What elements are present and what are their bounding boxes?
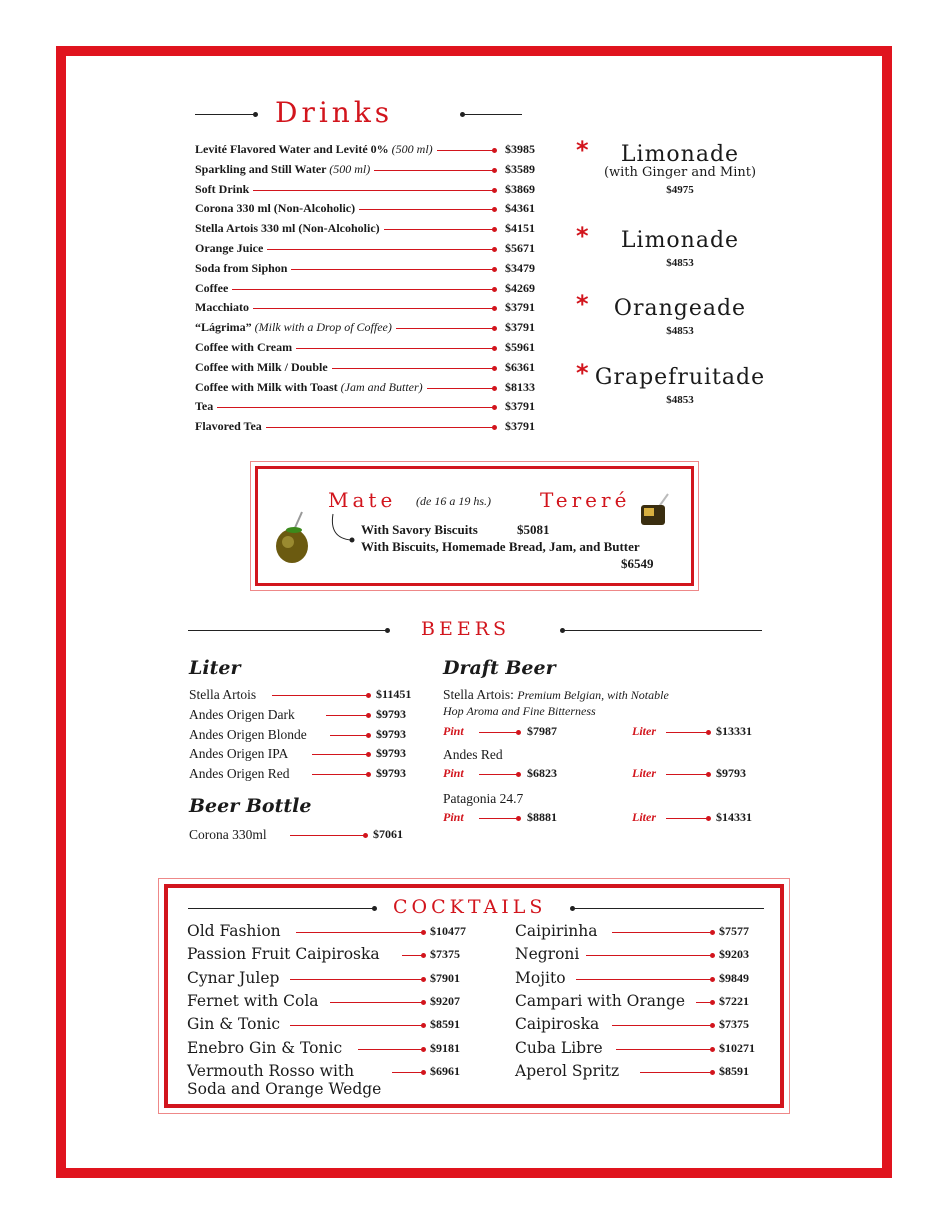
cocktail-item (187, 1061, 477, 1098)
liter-price: $13331 (716, 724, 752, 738)
cocktail-name: Cuba Libre (515, 1038, 603, 1057)
pint-price: $8881 (527, 810, 557, 824)
leader-dot (516, 730, 521, 735)
drink-price: $3869 (505, 181, 535, 196)
header-dot (372, 906, 377, 911)
drink-price: $4269 (505, 280, 535, 295)
leader-line (330, 1002, 423, 1003)
drink-name: Macchiato (195, 300, 253, 315)
leader-dot (366, 713, 371, 718)
star-icon: * (576, 136, 589, 164)
mate-hours: (de 16 a 19 hs.) (416, 494, 491, 508)
drink-item (195, 397, 535, 417)
drink-item (195, 160, 535, 180)
terere-cup-icon (638, 492, 672, 528)
cocktail-item (187, 1039, 477, 1061)
drink-price: $3985 (505, 142, 535, 156)
liter-item (189, 745, 419, 765)
beer-name: Andes Origen Red (189, 766, 290, 782)
cocktail-name: Aperol Spritz (515, 1061, 620, 1080)
draft-item (443, 686, 763, 706)
cocktail-name-2: Soda and Orange Wedge (187, 1079, 382, 1098)
leader-line (290, 1025, 423, 1026)
special-name: Orangeade (613, 296, 747, 321)
leader-line (195, 407, 495, 408)
pint-label: Pint (443, 810, 464, 824)
beer-price: $9793 (376, 746, 406, 761)
star-icon: * (576, 290, 589, 318)
drink-price: $6361 (505, 359, 535, 374)
leader-line (666, 732, 708, 733)
cocktail-price: $9849 (719, 970, 749, 985)
special-item (570, 222, 790, 269)
leader-dot (516, 816, 521, 821)
leader-line (272, 695, 368, 696)
mate-title: Mate (328, 488, 397, 512)
cocktail-price: $9181 (430, 1040, 460, 1055)
drink-name: Corona 330 ml (Non-Alcoholic) (195, 201, 359, 216)
beer-name: Corona 330ml (189, 827, 267, 842)
cocktail-item (187, 992, 477, 1014)
drink-note: (500 ml) (329, 161, 371, 176)
drink-item (195, 199, 535, 219)
cocktail-item (515, 1039, 765, 1061)
drink-item (195, 318, 535, 338)
drink-note: (Milk with a Drop of Coffee) (254, 320, 392, 335)
cocktail-item (515, 1015, 765, 1037)
cocktail-price: $7577 (719, 924, 749, 938)
leader-dot (516, 772, 521, 777)
special-item (570, 136, 790, 196)
beers-rule-left (188, 630, 388, 631)
bottle-item (189, 826, 419, 846)
drink-name: Stella Artois 330 ml (Non-Alcoholic) (195, 221, 384, 236)
drink-name: Flavored Tea (195, 419, 266, 434)
leader-line (290, 979, 423, 980)
draft-desc-2: Hop Aroma and Fine Bitterness (443, 704, 596, 718)
special-sub: (with Ginger and Mint) (603, 165, 757, 180)
cocktail-item (515, 969, 765, 991)
liter-label: Liter (632, 724, 656, 738)
liter-label: Liter (632, 810, 656, 824)
leader-line (640, 1072, 712, 1073)
leader-dot (710, 1047, 715, 1052)
cocktails-title: COCKTAILS (393, 896, 547, 918)
leader-line (358, 1049, 423, 1050)
cocktail-price: $7375 (719, 1017, 749, 1032)
leader-dot (706, 730, 711, 735)
drink-name: Coffee with Cream (195, 340, 296, 355)
mate-option-2-price: $6549 (621, 556, 654, 571)
liter-item (189, 726, 419, 746)
drink-name: Coffee with Milk / Double (195, 360, 332, 375)
pint-label: Pint (443, 766, 464, 780)
drink-name: Tea (195, 399, 217, 414)
beer-price: $11451 (376, 687, 412, 701)
leader-dot (421, 1047, 426, 1052)
cocktails-rule-right (572, 908, 764, 909)
draft-item (443, 790, 763, 810)
drink-item (195, 338, 535, 358)
cocktail-name: Vermouth Rosso with (187, 1061, 355, 1080)
liter-price: $9793 (716, 766, 746, 780)
terere-title: Tereré (540, 488, 631, 512)
header-rule-left (195, 114, 255, 115)
cocktail-name: Caipirinha (515, 922, 598, 940)
leader-line (195, 289, 495, 290)
special-name: Grapefruitade (594, 365, 766, 390)
liter-item (189, 765, 419, 785)
drink-item (195, 279, 535, 299)
liter-heading: Liter (189, 657, 241, 679)
beers-title: BEERS (421, 618, 511, 640)
cocktail-name: Passion Fruit Caipiroska (187, 945, 380, 964)
leader-dot (710, 1070, 715, 1075)
cocktail-name: Cynar Julep (187, 968, 280, 987)
leader-dot (421, 977, 426, 982)
mate-gourd-icon (272, 510, 312, 566)
leader-dot (421, 1000, 426, 1005)
beer-price: $9793 (376, 766, 406, 781)
header-dot (253, 112, 258, 117)
drink-item (195, 140, 535, 160)
cocktail-price: $9207 (430, 993, 460, 1008)
leader-dot (421, 1070, 426, 1075)
leader-dot (710, 977, 715, 982)
leader-line (479, 774, 518, 775)
draft-name: Stella Artois: Premium Belgian, with Notable (443, 687, 669, 702)
liter-price: $14331 (716, 810, 752, 824)
leader-line (666, 774, 708, 775)
cocktails-rule-left (188, 908, 375, 909)
special-name: Limonade (620, 142, 740, 167)
leader-line (296, 932, 423, 933)
drink-name: Sparkling and Still Water (500 ml) (195, 162, 374, 177)
drink-note: (Jam and Butter) (340, 379, 423, 394)
drink-price: $5671 (505, 241, 535, 255)
cocktail-price: $8591 (430, 1017, 460, 1032)
drink-name: Soda from Siphon (195, 261, 291, 276)
cocktail-item (515, 992, 765, 1014)
cocktail-price: $9203 (719, 947, 749, 962)
leader-dot (710, 930, 715, 935)
drink-name: “Lágrima” (Milk with a Drop of Coffee) (195, 320, 396, 335)
cocktail-item (187, 969, 477, 991)
cocktail-name: Negroni (515, 945, 580, 964)
drink-price: $3791 (505, 419, 535, 434)
drink-item (195, 180, 535, 200)
cocktail-name: Mojito (515, 968, 566, 987)
drink-price: $8133 (505, 379, 535, 394)
draft-name: Patagonia 24.7 (443, 791, 524, 806)
beer-name: Andes Origen Dark (189, 706, 295, 722)
draft-heading: Draft Beer (443, 657, 556, 679)
leader-dot (363, 833, 368, 838)
liter-item (189, 686, 419, 706)
star-icon: * (576, 359, 589, 387)
leader-line (612, 932, 712, 933)
cocktail-item (515, 945, 765, 967)
leader-line (312, 774, 368, 775)
beer-name: Andes Origen Blonde (189, 726, 307, 742)
drinks-title: Drinks (275, 96, 394, 129)
special-name: Limonade (620, 228, 740, 253)
cocktail-price: $6961 (430, 1063, 460, 1078)
cocktail-name: Campari with Orange (515, 991, 686, 1010)
leader-dot (366, 693, 371, 698)
drink-price: $4361 (505, 201, 535, 216)
draft-desc: Premium Belgian, with Notable (517, 688, 669, 702)
leader-line (312, 754, 368, 755)
drink-price: $3479 (505, 260, 535, 275)
drink-name: Coffee (195, 281, 232, 296)
draft-item (443, 746, 763, 766)
cocktail-item (187, 1015, 477, 1037)
drink-item (195, 358, 535, 378)
cocktail-price: $7375 (430, 947, 460, 962)
drink-name: Levité Flavored Water and Levité 0% (500 ml) (195, 142, 437, 157)
cocktail-item (515, 1062, 765, 1084)
leader-line (290, 835, 365, 836)
leader-line (612, 1025, 712, 1026)
beer-price: $7061 (373, 827, 403, 841)
liter-label: Liter (632, 766, 656, 780)
header-dot (385, 628, 390, 633)
cocktail-name: Fernet with Cola (187, 991, 319, 1010)
cocktail-price: $8591 (719, 1063, 749, 1078)
leader-dot (366, 733, 371, 738)
leader-line (576, 979, 712, 980)
drink-item (195, 378, 535, 398)
special-price: $4853 (666, 394, 694, 406)
cocktail-price: $7901 (430, 970, 460, 985)
drink-name: Orange Juice (195, 241, 267, 256)
cocktail-item (187, 945, 477, 967)
pint-label: Pint (443, 724, 464, 738)
pint-price: $6823 (527, 766, 557, 780)
drink-price: $3589 (505, 161, 535, 176)
leader-line (479, 732, 518, 733)
drink-item (195, 298, 535, 318)
leader-line (402, 955, 423, 956)
drink-price: $4151 (505, 221, 535, 236)
mate-option-1-price: $5081 (517, 522, 550, 537)
bottle-heading: Beer Bottle (189, 795, 312, 817)
special-price: $4853 (666, 257, 694, 269)
special-price: $4853 (666, 325, 694, 337)
drink-item (195, 239, 535, 259)
cocktail-name: Gin & Tonic (187, 1015, 281, 1034)
mate-option-2: With Biscuits, Homemade Bread, Jam, and Butter (361, 539, 640, 554)
cocktail-name: Enebro Gin & Tonic (187, 1038, 343, 1057)
leader-line (666, 818, 708, 819)
beer-price: $9793 (376, 706, 406, 721)
cocktail-price: $10271 (719, 1040, 755, 1055)
drink-price: $3791 (505, 320, 535, 335)
drink-price: $3791 (505, 300, 535, 315)
beer-name: Andes Origen IPA (189, 746, 289, 762)
draft-name: Andes Red (443, 747, 503, 762)
liter-item (189, 706, 419, 726)
cocktail-price: $7221 (719, 993, 749, 1008)
pint-price: $7987 (527, 724, 557, 738)
leader-line (479, 818, 518, 819)
special-item (570, 290, 790, 337)
drink-note: (500 ml) (391, 142, 433, 156)
leader-line (616, 1049, 712, 1050)
special-price: $4975 (666, 184, 694, 196)
leader-line (586, 955, 712, 956)
beer-price: $9793 (376, 726, 406, 741)
star-icon: * (576, 222, 589, 250)
cocktail-name: Caipiroska (515, 1015, 600, 1034)
cocktail-name: Old Fashion (187, 922, 281, 940)
leader-line (326, 715, 368, 716)
leader-line (392, 1072, 423, 1073)
special-item (570, 359, 790, 406)
leader-dot (706, 816, 711, 821)
drink-price: $5961 (505, 340, 535, 354)
drink-name: Coffee with Milk with Toast (Jam and Butter) (195, 380, 427, 395)
drink-name: Soft Drink (195, 182, 253, 197)
drink-price: $3791 (505, 399, 535, 414)
drink-item (195, 219, 535, 239)
arrow-icon (325, 512, 361, 544)
drink-item (195, 259, 535, 279)
beers-rule-right (562, 630, 762, 631)
leader-dot (710, 1000, 715, 1005)
leader-dot (421, 930, 426, 935)
cocktail-item (515, 922, 765, 944)
leader-line (330, 735, 368, 736)
drink-item (195, 417, 535, 437)
leader-dot (706, 772, 711, 777)
cocktail-price: $10477 (430, 924, 466, 938)
cocktail-item (187, 922, 477, 944)
mate-option-1: With Savory Biscuits (361, 522, 478, 537)
beer-name: Stella Artois (189, 687, 257, 702)
header-rule-right (462, 114, 522, 115)
